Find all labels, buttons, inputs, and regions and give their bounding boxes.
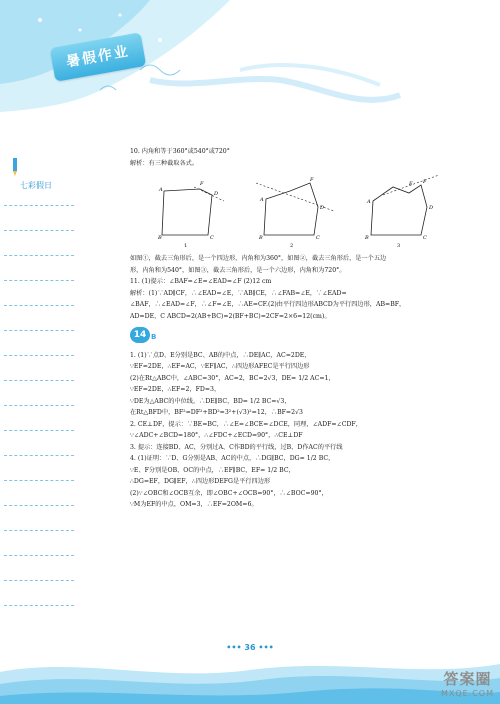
q10-line: 形，内角和为540°，如图③，截去三角形后，是一个六边形，内角和为720°。 xyxy=(130,266,346,274)
answer-line: ∵EF=2DE，∴EF=2，FD=3， xyxy=(130,386,221,393)
svg-text:C: C xyxy=(423,235,427,241)
page-number: ••• 36 ••• xyxy=(226,643,274,652)
watermark-line1: 答案圈 xyxy=(443,670,492,688)
svg-text:F: F xyxy=(423,179,427,185)
note-line xyxy=(4,530,74,531)
note-line xyxy=(4,280,74,281)
answer-line: ∵E、F分别是OB、OC的中点，∴EF∥BC，EF= 1/2 BC， xyxy=(130,466,295,474)
q11-line: 11. (1)提示：∠BAF=∠E=∠EAD=∠F (2)12 cm xyxy=(130,278,272,285)
note-line xyxy=(4,205,74,206)
note-line xyxy=(4,555,74,556)
note-line xyxy=(4,455,74,456)
svg-text:C: C xyxy=(210,235,214,241)
answer-line: (2)在Rt△ABC中，∠ABC=30°，AC=2，BC=2√3，DE= 1/2 AC=1， xyxy=(130,374,335,382)
q10-figures xyxy=(130,171,470,249)
answer-line: ∴DG=EF，DG∥EF，∴四边形DEFG是平行四边形 xyxy=(130,478,271,485)
sidebar-label: 七彩假日 xyxy=(20,181,52,190)
figure-3 xyxy=(355,171,445,249)
q11-line: 解析：(1)∵AD∥CF，∴∠EAD=∠E，∵AB∥CE，∴∠FAB=∠E，∵∠EAD= xyxy=(130,289,347,297)
section-letter: B xyxy=(151,333,157,341)
figure-label: 1 xyxy=(184,243,188,249)
svg-text:A: A xyxy=(159,187,163,193)
note-line xyxy=(4,430,74,431)
svg-text:F: F xyxy=(200,181,204,187)
answer-line: ∵∠ADC+∠BCD=180°，∴∠FDC+∠ECD=90°，∴CE⊥DF xyxy=(130,432,303,439)
note-line xyxy=(4,355,74,356)
watermark-line2: MXQE.COM xyxy=(440,689,494,698)
note-line xyxy=(4,255,74,256)
svg-text:B: B xyxy=(259,235,263,241)
answer-line: 4. (1)证明：∵D、G分别是AB、AC的中点，∴DG∥BC，DG= 1/2 BC， xyxy=(130,455,335,462)
answer-line: ∵DE为△ABC的中位线，∴DE∥BC，BD= 1/2 BC=√3， xyxy=(130,397,291,405)
figure-label: 2 xyxy=(290,243,294,249)
q10-line: 10. 内角和等于360°或540°或720° xyxy=(130,148,230,155)
svg-text:F: F xyxy=(310,177,314,183)
svg-text:A: A xyxy=(367,199,371,205)
svg-text:D: D xyxy=(429,205,434,211)
svg-text:D: D xyxy=(320,205,325,211)
section-number: 14 xyxy=(130,327,150,343)
q11-line: AD=DE，C ABCD=2(AB+BC)=2(BF+BC)=2CF=2×6=12(cm)。 xyxy=(130,312,331,320)
svg-text:D: D xyxy=(214,191,219,197)
answer-content xyxy=(130,146,470,511)
q10-line: 如图①，截去三角形后，是一个四边形，内角和为360°，如图②，截去三角形后，是一个五边 xyxy=(130,255,387,262)
note-line xyxy=(4,505,74,506)
note-line xyxy=(4,380,74,381)
answer-line: 2. CE⊥DF，提示：∵BE=BC，∴∠E=∠BCE=∠DCE，同理，∠ADF=∠CDF， xyxy=(130,420,362,428)
sidebar-notes xyxy=(0,150,78,620)
figure-1 xyxy=(150,171,230,249)
answer-line: ∵EF=2DE，∴EF=AC，∵EF∥AC，∴四边形AFEC是平行四边形 xyxy=(130,363,310,370)
answer-line: 3. 提示：连接BD、AC，分别过A、C作BD的平行线，过B、D作AC的平行线 xyxy=(130,443,343,451)
svg-text:E: E xyxy=(409,181,413,187)
answer-line: (2)∵∠OBC和∠OCB互余，即∠OBC+∠OCB=90°，∴∠BOC=90°， xyxy=(130,489,328,497)
svg-text:A: A xyxy=(260,197,264,203)
note-line xyxy=(4,305,74,306)
pencil-icon xyxy=(12,158,18,176)
figure-label: 3 xyxy=(397,243,401,249)
watermark xyxy=(441,668,494,698)
answer-line: ∵M为EF的中点，OM=3，∴EF=2OM=6。 xyxy=(130,501,258,508)
q11-line: ∠BAF，∴∠EAD=∠F，∴∠F=∠E，∴AE=CF.(2)由平行四边形ABCD为平行四边形，AB=BF， xyxy=(130,301,406,308)
answer-line: 1. (1)∵点D、E分别是BC、AB的中点，∴DE∥AC，AC=2DE， xyxy=(130,351,311,359)
note-line xyxy=(4,480,74,481)
section-header xyxy=(130,326,470,344)
note-line xyxy=(4,580,74,581)
svg-text:C: C xyxy=(316,235,320,241)
note-line xyxy=(4,605,74,606)
note-line xyxy=(4,330,74,331)
figure-2 xyxy=(250,171,340,249)
svg-text:B: B xyxy=(158,235,162,241)
badge-label: 暑假作业 xyxy=(65,43,131,71)
svg-text:B: B xyxy=(365,235,369,241)
answer-line: 在Rt△BFD中，BF²=DF²+BD²=3²+(√3)²=12，∴BF=2√3 xyxy=(130,409,303,416)
note-line xyxy=(4,405,74,406)
note-line xyxy=(4,230,74,231)
footer-wave xyxy=(0,652,500,704)
q10-line: 解析：有三种截取各式。 xyxy=(130,159,199,167)
